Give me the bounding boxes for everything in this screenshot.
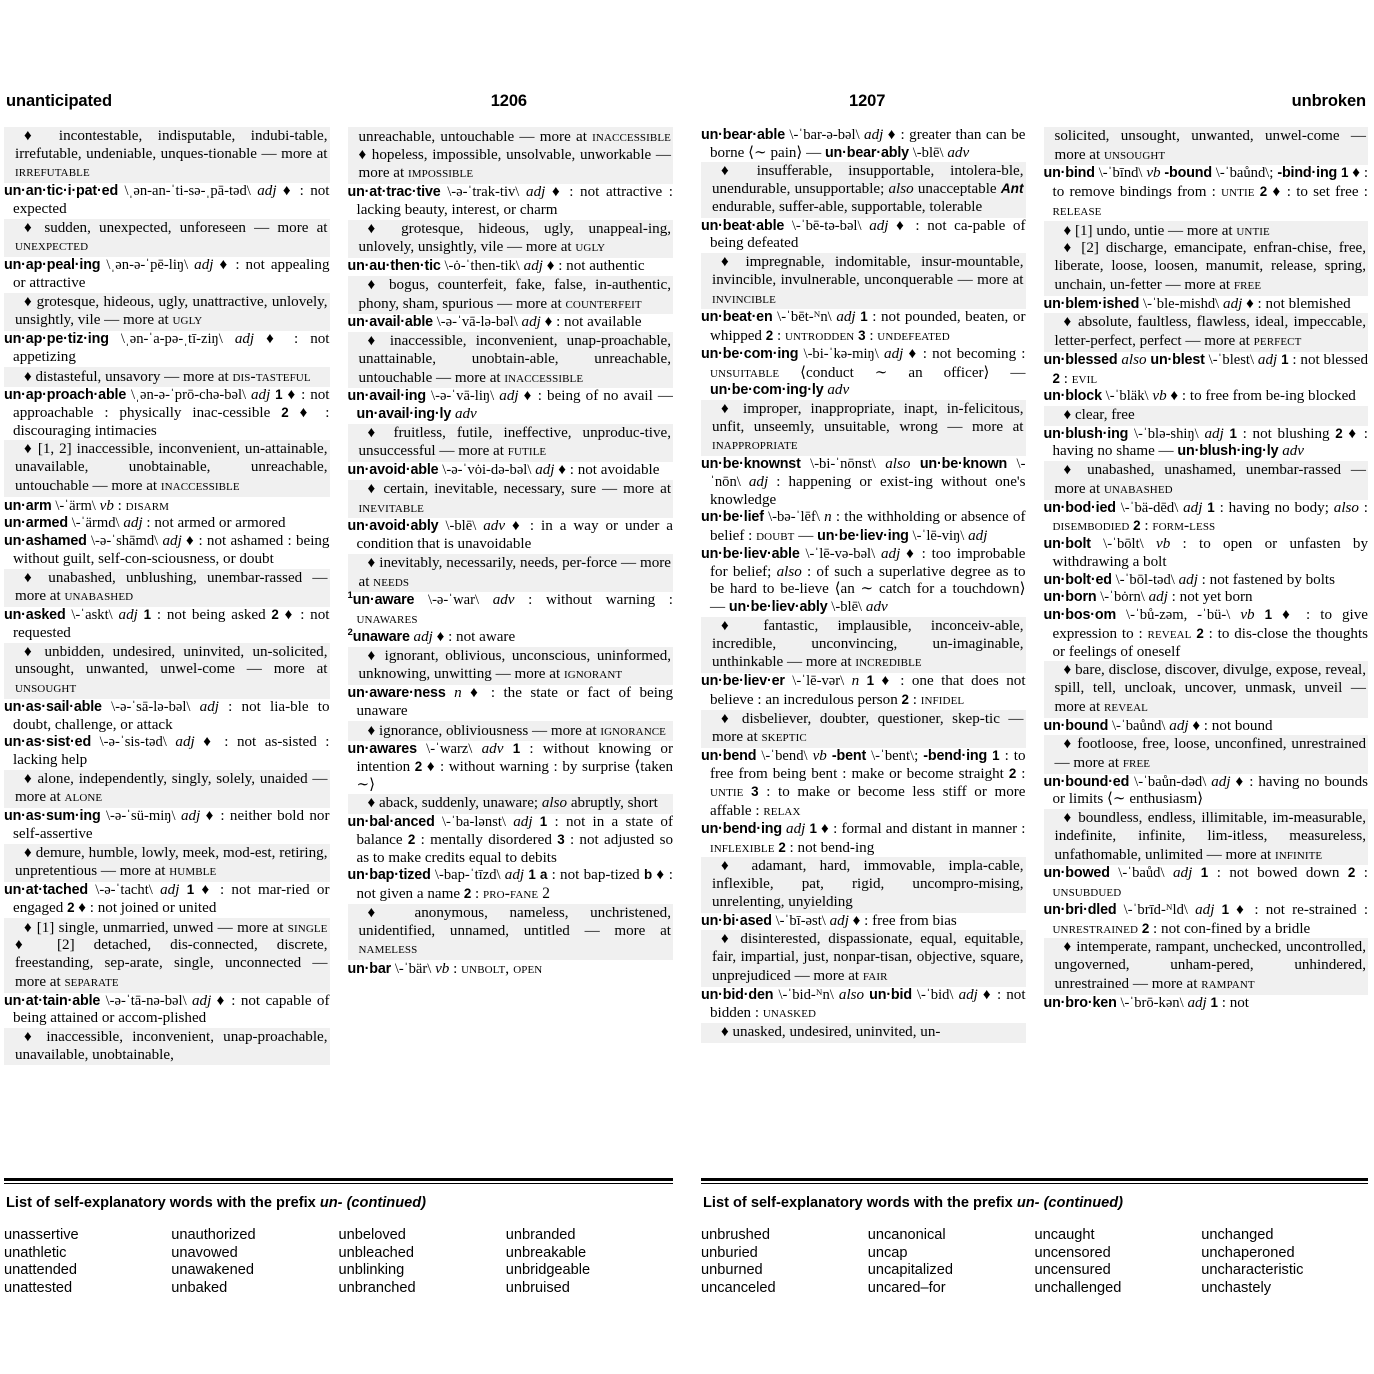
dictionary-entry: un·at·tached \-ə-ˈtacht\ adj 1 ♦ : not mar-ried or engaged 2 ♦ : not joined or united bbox=[4, 882, 330, 916]
running-head-left bbox=[4, 92, 673, 114]
synonym-block: ♦ insufferable, insupportable, intolera-ble, unendurable, unsupportable; also unacceptable Ant endurable, suffer-able, supportable, tolerable bbox=[701, 162, 1026, 217]
list-panel-left bbox=[4, 1178, 673, 1297]
dictionary-entry: un·armed \-ˈärmd\ adj : not armed or armored bbox=[4, 515, 286, 532]
dictionary-entry: un·be·knownst \-bi-ˈnōnst\ also un·be·known \-ˈnōn\ adj : happening or exist-ing without one's knowledge bbox=[701, 456, 1026, 508]
synonym-block: ♦ unabashed, unblushing, unembar-rassed — more at unabashed bbox=[4, 569, 330, 607]
word-list-item: unawakened bbox=[171, 1262, 255, 1279]
synonym-block: ♦ grotesque, hideous, ugly, unattractive, unlovely, unsightly, vile — more at ugly bbox=[4, 293, 330, 331]
word-list-item: unattended bbox=[4, 1262, 78, 1279]
word-list-column bbox=[868, 1227, 1035, 1297]
dictionary-entry: un·blem·ished \-ˈble-mishd\ adj ♦ : not blemished bbox=[1043, 295, 1351, 312]
running-head-right bbox=[701, 92, 1368, 114]
column-2 bbox=[348, 127, 674, 1170]
synonym-block: ♦ fantastic, implausible, inconceiv-able, incredible, unconvincing, un-imaginable, unthinkable — more at incredible bbox=[701, 617, 1026, 673]
synonym-block: ♦ demure, humble, lowly, meek, mod-est, retiring, unpretentious — more at humble bbox=[4, 844, 330, 882]
dictionary-entry: un·bolt·ed \-ˈbōl-təd\ adj : not fastened by bolts bbox=[1043, 571, 1335, 588]
dictionary-entry: un·born \-ˈbȯrn\ adj : not yet born bbox=[1043, 589, 1253, 606]
synonym-block: ♦ bogus, counterfeit, fake, false, in-authentic, phony, sham, spurious — more at counterfeit bbox=[348, 276, 674, 314]
word-list-item: unchaperoned bbox=[1201, 1244, 1295, 1261]
synonym-block: unreachable, untouchable — more at inaccessible ♦ hopeless, impossible, unsolvable, unworkable — more at impossible bbox=[348, 127, 674, 184]
dictionary-entry: un·bound·ed \-ˈbaůn-dəd\ adj ♦ : having no bounds or limits ⟨∼ enthusiasm⟩ bbox=[1043, 773, 1368, 808]
dictionary-entry: $^1$un·aware \-ə-ˈwar\ adv : without warning : unawares bbox=[347, 590, 673, 628]
self-explanatory-word-grid bbox=[4, 1227, 673, 1297]
list-title-plain: List of self-explanatory words with the prefix bbox=[703, 1195, 1017, 1211]
column-1 bbox=[4, 127, 330, 1170]
list-panel-title bbox=[6, 1195, 673, 1211]
word-list-item: unbrushed bbox=[701, 1227, 770, 1243]
word-list-item: unblinking bbox=[338, 1262, 405, 1279]
word-list-item: unbaked bbox=[171, 1279, 228, 1296]
dictionary-entry: un·avoid·ably \-blē\ adv ♦ : in a way or under a condition that is unavoidable bbox=[347, 518, 673, 553]
word-list-item: unathletic bbox=[4, 1244, 67, 1261]
dictionary-entry: un·bend \-ˈbend\ vb -bent \-ˈbent\; -bend·ing 1 : to free from being bent : make or become straight 2 : untie 3 : to make or become less stiff or more affable : relax bbox=[701, 747, 1026, 820]
dictionary-entry: un·avail·ing \-ə-ˈvā-liŋ\ adj ♦ : being of no avail — un·avail·ing·ly adv bbox=[347, 388, 673, 423]
synonym-block: ♦ adamant, hard, immovable, impla-cable, inflexible, pat, rigid, uncompro-mising, unrelenting, unyielding bbox=[701, 857, 1026, 912]
dictionary-entry: un·ashamed \-ə-ˈshāmd\ adj ♦ : not ashamed : being without guilt, self-con-sciousness, or doubt bbox=[4, 533, 330, 567]
word-list-item: uncensured bbox=[1034, 1262, 1111, 1279]
word-list-item: unbleached bbox=[338, 1244, 414, 1261]
list-panel-title bbox=[703, 1195, 1368, 1211]
word-list-item: uncanceled bbox=[701, 1279, 776, 1296]
synonym-block: ♦ ignorance, obliviousness — more at ignorance bbox=[348, 721, 674, 742]
word-list-column bbox=[1201, 1227, 1368, 1297]
dictionary-entry: un·bal·anced \-ˈba-lənst\ adj 1 : not in a state of balance 2 : mentally disordered 3 : not adjusted so as to make credits equal to debits bbox=[347, 814, 673, 866]
synonym-block: ♦ absolute, faultless, flawless, ideal, impeccable, letter-perfect, perfect — more at perfect bbox=[1044, 313, 1369, 351]
dictionary-entry: un·avail·able \-ə-ˈvā-lə-bəl\ adj ♦ : not available bbox=[347, 314, 642, 331]
page-folio-number: 1207 bbox=[849, 92, 886, 110]
word-list-item: unauthorized bbox=[171, 1227, 256, 1243]
synonym-block: ♦ certain, inevitable, necessary, sure — more at inevitable bbox=[348, 480, 674, 518]
dictionary-entry: un·bear·able \-ˈbar-ə-bəl\ adj ♦ : greater than can be borne ⟨∼ pain⟩ — un·bear·ably \-blē\ adv bbox=[701, 127, 1026, 161]
synonym-block: ♦ aback, suddenly, unaware; also abruptly, short bbox=[348, 794, 674, 814]
word-list-item: unbreakable bbox=[505, 1244, 587, 1261]
word-list-item: unbranded bbox=[505, 1227, 576, 1243]
synonym-block: ♦ inevitably, necessarily, needs, per-force — more at needs bbox=[348, 554, 674, 592]
dictionary-entry: $^2$unaware adj ♦ : not aware bbox=[347, 626, 516, 645]
dictionary-entry: un·asked \-ˈaskt\ adj 1 : not being asked 2 ♦ : not requested bbox=[4, 607, 330, 641]
dictionary-entry: un·ap·peal·ing \ˌən-ə-ˈpē-liŋ\ adj ♦ : not appealing or attractive bbox=[4, 257, 330, 291]
synonym-block: ♦ inaccessible, inconvenient, unap-proachable, unavailable, unobtainable, bbox=[4, 1028, 330, 1065]
list-panel-right bbox=[701, 1178, 1368, 1297]
synonym-block: ♦ [1] single, unmarried, unwed — more at single ♦ [2] detached, dis-connected, discrete, freestanding, sep-arate, single, unconnected — more at separate bbox=[4, 918, 330, 993]
dictionary-entry: un·bound \-ˈbaůnd\ adj ♦ : not bound bbox=[1043, 717, 1273, 734]
word-list-item: unavowed bbox=[171, 1244, 238, 1261]
right-page bbox=[687, 0, 1374, 1374]
synonym-block: ♦ disbeliever, doubter, questioner, skep-tic — more at skeptic bbox=[701, 710, 1026, 748]
word-list-column bbox=[339, 1227, 506, 1297]
panel-rule-thick bbox=[701, 1178, 1368, 1181]
synonym-block: ♦ anonymous, nameless, unchristened, unidentified, unnamed, untitled — more at nameless bbox=[348, 904, 674, 960]
dictionary-entry: un·ap·pe·tiz·ing \ˌən-ˈa-pə-ˌtī-ziŋ\ adj ♦ : not appetizing bbox=[4, 331, 330, 365]
panel-rule-thick bbox=[4, 1178, 673, 1181]
synonym-block: ♦ bare, disclose, discover, divulge, expose, reveal, spill, tell, uncloak, uncover, unmask, unveil — more at reveal bbox=[1044, 661, 1369, 717]
word-list-item: unburied bbox=[701, 1244, 758, 1261]
dictionary-entry: un·an·tic·i·pat·ed \ˌən-an-ˈti-sə-ˌpā-təd\ adj ♦ : not expected bbox=[4, 183, 330, 217]
synonym-block: ♦ distasteful, unsavory — more at dis-tasteful bbox=[4, 367, 330, 388]
synonym-block: ♦ intemperate, rampant, unchecked, uncontrolled, ungoverned, unham-pered, unhindered, unrestrained — more at rampant bbox=[1044, 938, 1369, 994]
list-title-plain: List of self-explanatory words with the prefix bbox=[6, 1195, 320, 1211]
word-list-column bbox=[506, 1227, 673, 1297]
text-columns-left bbox=[4, 127, 673, 1170]
word-list-column bbox=[1035, 1227, 1202, 1297]
word-list-item: unbranched bbox=[338, 1279, 416, 1296]
dictionary-entry: un·be·com·ing \-bi-ˈkə-miŋ\ adj ♦ : not becoming : unsuitable ⟨conduct ∼ an officer⟩ — un·be·com·ing·ly adv bbox=[701, 345, 1026, 399]
dictionary-entry: un·bod·ied \-ˈbä-dēd\ adj 1 : having no body; also : disembodied 2 : form-less bbox=[1043, 499, 1368, 535]
dictionary-entry: un·as·sist·ed \-ə-ˈsis-təd\ adj ♦ : not as-sisted : lacking help bbox=[4, 734, 330, 768]
dictionary-entry: un·as·sum·ing \-ə-ˈsü-miŋ\ adj ♦ : neither bold nor self-assertive bbox=[4, 808, 330, 842]
word-list-item: unburned bbox=[701, 1262, 763, 1279]
synonym-block: ♦ [1] undo, untie — more at untie ♦ [2] discharge, emancipate, enfran-chise, free, liberate, loose, loosen, manumit, release, spring, unchain, un-fetter — more at free bbox=[1044, 221, 1369, 296]
word-list-item: uncharacteristic bbox=[1201, 1262, 1304, 1279]
synonym-block: ♦ unabashed, unashamed, unembar-rassed — more at unabashed bbox=[1044, 461, 1369, 499]
running-head-word: unbroken bbox=[1291, 92, 1366, 110]
synonym-block: ♦ [1, 2] inaccessible, inconvenient, un-attainable, unavailable, unobtainable, unreachable, untouchable — more at inaccessible bbox=[4, 440, 330, 496]
synonym-block: ♦ footloose, free, loose, unconfined, unrestrained — more at free bbox=[1044, 735, 1369, 773]
dictionary-entry: un·bap·tized \-bap-ˈtīzd\ adj 1 a : not bap-tized b ♦ : not given a name 2 : pro-fane 2 bbox=[347, 867, 673, 903]
text-columns-right bbox=[701, 127, 1368, 1170]
dictionary-entry: un·beat·able \-ˈbē-tə-bəl\ adj ♦ : not ca-pable of being defeated bbox=[701, 217, 1026, 252]
dictionary-entry: un·ap·proach·able \ˌən-ə-ˈprō-chə-bəl\ adj 1 ♦ : not approachable : physically inac-cessible 2 ♦ : discouraging intimacies bbox=[4, 387, 330, 439]
running-head-word: unanticipated bbox=[6, 92, 112, 110]
panel-rule-thin bbox=[4, 1183, 673, 1184]
word-list-item: unchanged bbox=[1201, 1227, 1274, 1243]
page-folio-number: 1206 bbox=[490, 92, 527, 110]
dictionary-entry: un·bos·om \-ˈbů-zəm, -ˈbü-\ vb 1 ♦ : to give expression to : reveal 2 : to dis-close the thoughts or feelings of oneself bbox=[1043, 607, 1368, 660]
dictionary-entry: un·bind \-ˈbīnd\ vb -bound \-ˈbaůnd\; -bind·ing 1 ♦ : to remove bindings from : untie 2 ♦ : to set free : release bbox=[1043, 165, 1368, 219]
dictionary-entry: un·awares \-ˈwarz\ adv 1 : without knowing or intention 2 ♦ : without warning : by surprise ⟨taken ∼⟩ bbox=[347, 741, 673, 793]
dictionary-entry: un·at·tain·able \-ə-ˈtā-nə-bəl\ adj ♦ : not capable of being attained or accom-plished bbox=[4, 992, 330, 1027]
dictionary-entry: un·au·then·tic \-ȯ-ˈthen-tik\ adj ♦ : not authentic bbox=[347, 258, 645, 275]
dictionary-entry: un·block \-ˈbläk\ vb ♦ : to free from be-ing blocked bbox=[1043, 388, 1356, 405]
dictionary-entry: un·be·liev·able \-ˈlē-və-bəl\ adj ♦ : too improbable for belief; also : of such a superlative degree as to be hard to be-lieve ⟨an ∼ catch for a touchdown⟩ — un·be·liev·ably \-blē\ adv bbox=[701, 545, 1026, 616]
synonym-block: ♦ inaccessible, inconvenient, unap-proachable, unattainable, unobtain-able, unreachable, untouchable — more at inaccessible bbox=[348, 332, 674, 388]
self-explanatory-word-grid bbox=[701, 1227, 1368, 1297]
word-list-item: unassertive bbox=[4, 1227, 79, 1243]
dictionary-entry: un·as·sail·able \-ə-ˈsā-lə-bəl\ adj : not lia-ble to doubt, challenge, or attack bbox=[4, 698, 330, 733]
synonym-block: ♦ sudden, unexpected, unforeseen — more at unexpected bbox=[4, 219, 330, 257]
dictionary-entry: un·aware·ness n ♦ : the state or fact of being unaware bbox=[347, 685, 673, 719]
dictionary-entry: un·bid·den \-ˈbid-ᴺn\ also un·bid \-ˈbid\ adj ♦ : not bidden : unasked bbox=[701, 986, 1026, 1022]
synonym-block: ♦ incontestable, indisputable, indubi-table, irrefutable, undeniable, unques-tionable — more at irrefutable bbox=[4, 127, 330, 183]
word-list-item: uncapitalized bbox=[867, 1262, 953, 1279]
word-list-item: uncensored bbox=[1034, 1244, 1111, 1261]
dictionary-entry: un·bolt \-ˈbōlt\ vb : to open or unfasten by withdrawing a bolt bbox=[1043, 536, 1368, 570]
word-list-item: uncap bbox=[867, 1244, 908, 1261]
synonym-block: ♦ clear, free bbox=[1044, 406, 1369, 426]
dictionary-entry: un·bend·ing adj 1 ♦ : formal and distant in manner : inflexible 2 : not bend-ing bbox=[701, 820, 1026, 856]
synonym-block: ♦ unasked, undesired, uninvited, un- bbox=[701, 1023, 1026, 1043]
synonym-block: solicited, unsought, unwanted, unwel-come — more at unsought bbox=[1044, 127, 1369, 165]
dictionary-entry: un·bar \-ˈbär\ vb : unbolt, open bbox=[347, 960, 543, 978]
word-list-column bbox=[4, 1227, 171, 1297]
synonym-block: ♦ fruitless, futile, ineffective, unproduc-tive, unsuccessful — more at futile bbox=[348, 424, 674, 462]
column-3 bbox=[701, 127, 1026, 1170]
synonym-block: ♦ boundless, endless, illimitable, im-measurable, indefinite, infinite, lim-itless, measureless, unfathomable, unlimited — more at infinite bbox=[1044, 809, 1369, 865]
dictionary-entry: un·blush·ing \-ˈblə-shiŋ\ adj 1 : not blushing 2 ♦ : having no shame — un·blush·ing·ly adv bbox=[1043, 425, 1368, 460]
dictionary-entry: un·at·trac·tive \-ə-ˈtrak-tiv\ adj ♦ : not attractive : lacking beauty, interest, or charm bbox=[347, 184, 673, 218]
dictionary-entry: un·be·lief \-bə-ˈlēf\ n : the withholding or absence of belief : doubt — un·be·liev·ing \-ˈlē-viŋ\ adj bbox=[701, 509, 1026, 545]
dictionary-entry: un·avoid·able \-ə-ˈvȯi-də-bəl\ adj ♦ : not avoidable bbox=[347, 462, 660, 479]
dictionary-entry: un·bowed \-ˈbaůd\ adj 1 : not bowed down 2 : unsubdued bbox=[1043, 865, 1368, 901]
word-list-item: unbeloved bbox=[338, 1227, 406, 1243]
synonym-block: ♦ improper, inappropriate, inapt, in-felicitous, unfit, unseemly, unsuitable, wrong — more at inappropriate bbox=[701, 400, 1026, 456]
dictionary-entry: un·bro·ken \-ˈbrō-kən\ adj 1 : not bbox=[1043, 994, 1249, 1011]
word-list-item: unchastely bbox=[1201, 1279, 1272, 1296]
word-list-item: unchallenged bbox=[1034, 1279, 1122, 1296]
word-list-column bbox=[701, 1227, 868, 1297]
synonym-block: ♦ grotesque, hideous, ugly, unappeal-ing, unlovely, unsightly, vile — more at ugly bbox=[348, 220, 674, 258]
dictionary-entry: un·be·liev·er \-ˈlē-vər\ n 1 ♦ : one that does not believe : an incredulous person 2 : infidel bbox=[701, 673, 1026, 708]
panel-rule-thin bbox=[701, 1183, 1368, 1184]
word-list-item: unbruised bbox=[505, 1279, 570, 1296]
word-list-item: unattested bbox=[4, 1279, 73, 1296]
column-4 bbox=[1044, 127, 1369, 1170]
list-title-italic: un- (continued) bbox=[1016, 1195, 1124, 1211]
dictionary-entry: un·arm \-ˈärm\ vb : disarm bbox=[4, 496, 170, 514]
word-list-column bbox=[171, 1227, 338, 1297]
word-list-item: uncanonical bbox=[867, 1227, 946, 1243]
list-title-italic: un- (continued) bbox=[319, 1195, 427, 1211]
synonym-block: ♦ impregnable, indomitable, insur-mountable, invincible, invulnerable, unconquerable — more at invincible bbox=[701, 253, 1026, 309]
synonym-block: ♦ alone, independently, singly, solely, unaided — more at alone bbox=[4, 770, 330, 808]
dictionary-entry: un·beat·en \-ˈbēt-ᴺn\ adj 1 : not pounded, beaten, or whipped 2 : untrodden 3 : undefeated bbox=[701, 309, 1026, 345]
word-list-item: uncared–for bbox=[867, 1279, 946, 1296]
word-list-item: unbridgeable bbox=[505, 1262, 591, 1279]
dictionary-entry: un·bi·ased \-ˈbī-əst\ adj ♦ : free from bias bbox=[701, 912, 957, 929]
word-list-item: uncaught bbox=[1034, 1227, 1095, 1243]
synonym-block: ♦ ignorant, oblivious, unconscious, uninformed, unknowing, unwitting — more at ignorant bbox=[348, 647, 674, 685]
synonym-block: ♦ disinterested, dispassionate, equal, equitable, fair, impartial, just, nonpar-tisan, objective, square, unprejudiced — more at fair bbox=[701, 930, 1026, 986]
synonym-block: ♦ unbidden, undesired, uninvited, un-solicited, unsought, unwanted, unwel-come — more at unsought bbox=[4, 643, 330, 699]
dictionary-entry: un·bri·dled \-ˈbrīd-ᴺld\ adj 1 ♦ : not re-strained : unrestrained 2 : not con-fined by a bridle bbox=[1043, 901, 1368, 937]
dictionary-entry: un·blessed also un·blest \-ˈblest\ adj 1 : not blessed 2 : evil bbox=[1043, 351, 1368, 387]
